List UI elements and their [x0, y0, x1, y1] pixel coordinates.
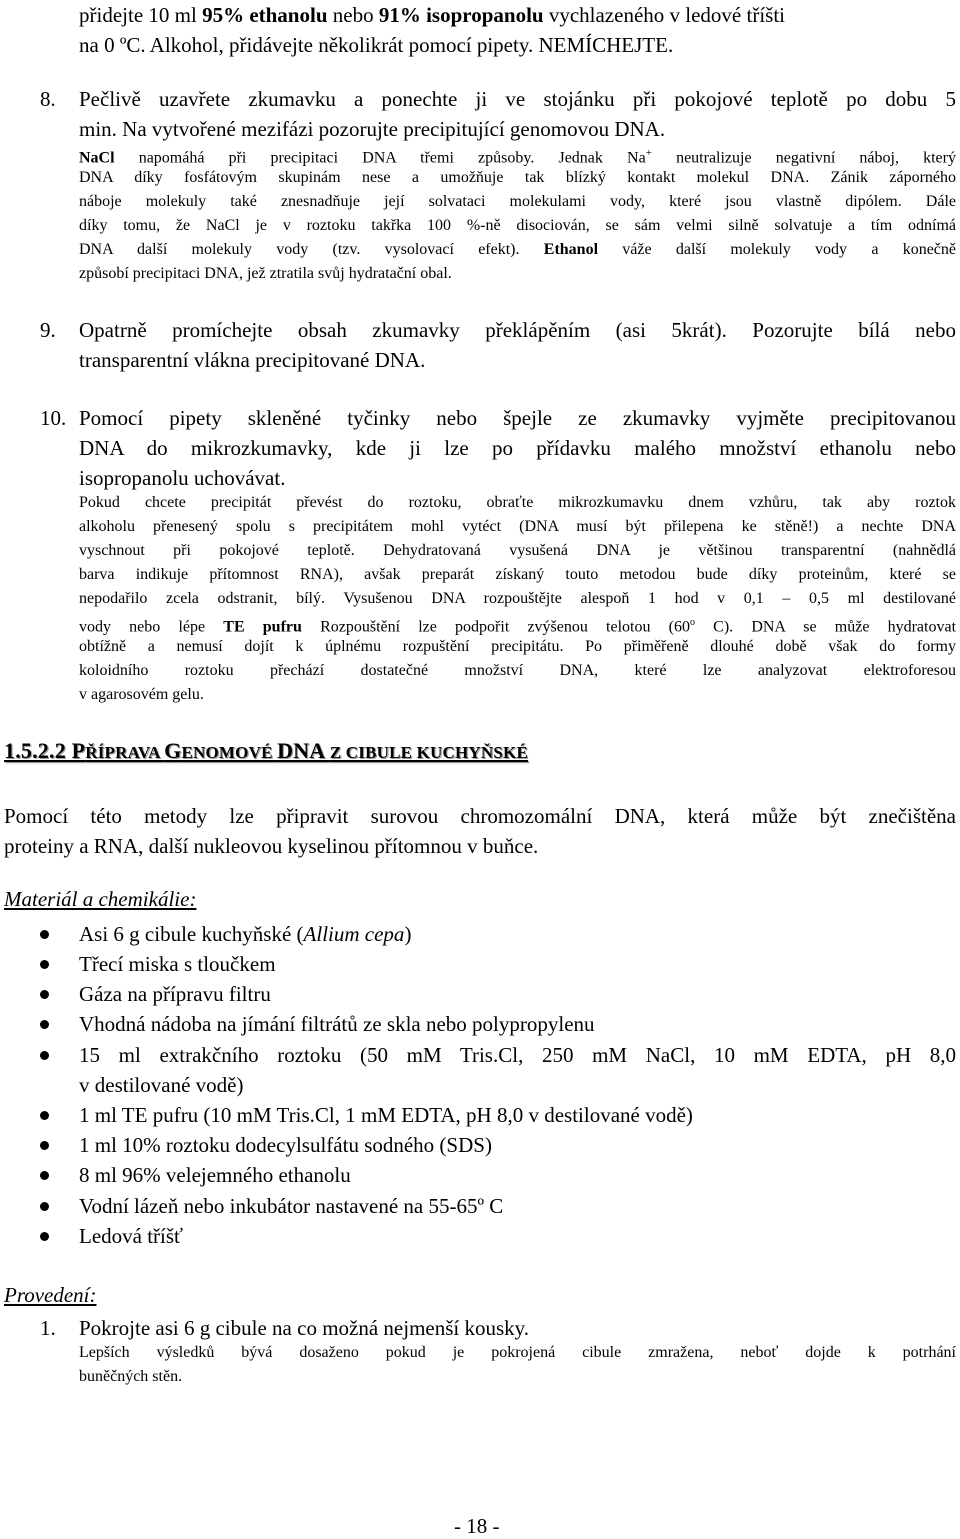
bullet-icon	[40, 1020, 49, 1029]
bullet-icon	[40, 1111, 49, 1120]
material-item: Vodní lázeň nebo inkubátor nastavené na 55-65º C	[79, 1194, 504, 1218]
bullet-icon	[40, 930, 49, 939]
step-8-note-line-4: díky tomu, že NaCl je v roztoku takřka 100 %-ně disociován, se sám velmi silně solvatuje a tím odnímá	[79, 217, 956, 234]
step-8-number: 8.	[40, 87, 56, 111]
bullet-icon	[40, 1202, 49, 1211]
step-8-note-line-5: DNA další molekuly vody (tzv. vysolovací efekt). Ethanol váže další molekuly vody a konečně	[79, 241, 956, 258]
intro-line-1: přidejte 10 ml 95% ethanolu nebo 91% isopropanolu vychlazeného v ledové tříšti	[79, 3, 785, 27]
step-10-note-line-2: alkoholu přenesený spolu s precipitátem mohl vytéct (DNA musí být přilepena ke stěně!) a nechte DNA	[79, 518, 956, 535]
material-item-continuation: v destilované vodě)	[79, 1073, 244, 1097]
section-intro-line-2: proteiny a RNA, další nukleovou kyselinou přítomnou v buňce.	[4, 834, 539, 858]
bullet-icon	[40, 990, 49, 999]
step-10-note-line-7: obtížně a nemusí dojít k úplnému rozpuštění precipitátu. Po přiměřeně dlouhé době však do formy	[79, 638, 956, 655]
material-item: Asi 6 g cibule kuchyňské (Allium cepa)	[79, 922, 412, 946]
procedure-heading: Provedení:	[4, 1283, 97, 1307]
procedure-note-line-1: Lepších výsledků bývá dosaženo pokud je pokrojená cibule zmražena, neboť dojde k potrhání	[79, 1344, 956, 1361]
material-item: 1 ml 10% roztoku dodecylsulfátu sodného (SDS)	[79, 1133, 492, 1157]
step-8-note-line-3: náboje molekuly také znesnadňuje její solvataci molekulami vody, které jsou vlastně dipólem. Dále	[79, 193, 956, 210]
step-10-note-line-6: vody nebo lépe TE pufru Rozpouštění lze podpořit zvýšenou telotou (60$^o$ C). DNA se může hydratovat	[79, 617, 957, 636]
material-item: 1 ml TE pufru (10 mM Tris.Cl, 1 mM EDTA, pH 8,0 v destilované vodě)	[79, 1103, 693, 1127]
step-10-line-2: DNA do mikrozkumavky, kde ji lze po přídavku malého množství ethanolu nebo	[79, 436, 956, 460]
bullet-icon	[40, 1232, 49, 1241]
bullet-icon	[40, 960, 49, 969]
step-10-note-line-4: barva indikuje přítomnost RNA), avšak preparát získaný touto metodou bude díky proteinům, které se	[79, 566, 956, 583]
section-intro-line-1: Pomocí této metody lze připravit surovou chromozomální DNA, která může být znečištěna	[4, 804, 956, 828]
material-item: Gáza na přípravu filtru	[79, 982, 271, 1006]
intro-line-2: na 0 ºC. Alkohol, přidávejte několikrát pomocí pipety. NEMÍCHEJTE.	[79, 33, 674, 57]
step-10-note-line-1: Pokud chcete precipitát převést do roztoku, obraťte mikrozkumavku dnem vzhůru, tak aby roztok	[79, 494, 956, 511]
section-heading: 1.5.2.2 PŘÍPRAVA GENOMOVÉ DNA Z CIBULE KUCHYŇSKÉ	[4, 738, 529, 763]
material-item: Ledová tříšť	[79, 1224, 184, 1248]
step-8-note-line-6: způsobí precipitaci DNA, jež ztratila svůj hydratační obal.	[79, 265, 452, 282]
material-item: 15 ml extrakčního roztoku (50 mM Tris.Cl, 250 mM NaCl, 10 mM EDTA, pH 8,0	[79, 1043, 956, 1067]
step-8-line-2: min. Na vytvořené mezifázi pozorujte precipitující genomovou DNA.	[79, 117, 666, 141]
step-10-line-1: Pomocí pipety skleněné tyčinky nebo špejle ze zkumavky vyjměte precipitovanou	[79, 406, 956, 430]
step-9-line-2: transparentní vlákna precipitované DNA.	[79, 348, 426, 372]
material-item: 8 ml 96% velejemného ethanolu	[79, 1163, 351, 1187]
procedure-step-1-text: Pokrojte asi 6 g cibule na co možná nejmenší kousky.	[79, 1316, 530, 1340]
step-10-note-line-3: vyschnout při pokojové teplotě. Dehydratovaná vysušená DNA je většinou transparentní (nahnědlá	[79, 542, 956, 559]
page-number: - 18 -	[454, 1514, 500, 1538]
step-9-number: 9.	[40, 318, 56, 342]
materials-heading: Materiál a chemikálie:	[4, 887, 197, 911]
step-8-note-line-1: NaCl napomáhá při precipitaci DNA třemi způsoby. Jednak Na+ neutralizuje negativní náboj, který	[79, 147, 956, 167]
step-10-number: 10.	[40, 406, 67, 430]
step-10-note-line-5: nepodařilo zcela odstranit, bílý. Vysušenou DNA rozpouštějte alespoň 1 hod v 0,1 – 0,5 ml destilované	[79, 590, 956, 607]
material-item: Třecí miska s tloučkem	[79, 952, 276, 976]
bullet-icon	[40, 1141, 49, 1150]
step-10-note-line-9: v agarosovém gelu.	[79, 686, 204, 703]
bullet-icon	[40, 1171, 49, 1180]
step-9-line-1: Opatrně promíchejte obsah zkumavky překlápěním (asi 5krát). Pozorujte bílá nebo	[79, 318, 956, 342]
procedure-note-line-2: buněčných stěn.	[79, 1368, 183, 1385]
procedure-step-1-number: 1.	[40, 1316, 56, 1340]
material-item: Vhodná nádoba na jímání filtrátů ze skla nebo polypropylenu	[79, 1012, 595, 1036]
step-8-line-1: Pečlivě uzavřete zkumavku a ponechte ji ve stojánku při pokojové teplotě po dobu 5	[79, 87, 956, 111]
bullet-icon	[40, 1051, 49, 1060]
step-10-line-3: isopropanolu uchovávat.	[79, 466, 286, 490]
step-8-note-line-2: DNA díky fosfátovým skupinám nese a umožňuje tak blízký kontakt molekul DNA. Zánik záporného	[79, 169, 956, 186]
step-10-note-line-8: koloidního roztoku přechází dostatečné množství DNA, které lze analyzovat elektroforesou	[79, 662, 956, 679]
